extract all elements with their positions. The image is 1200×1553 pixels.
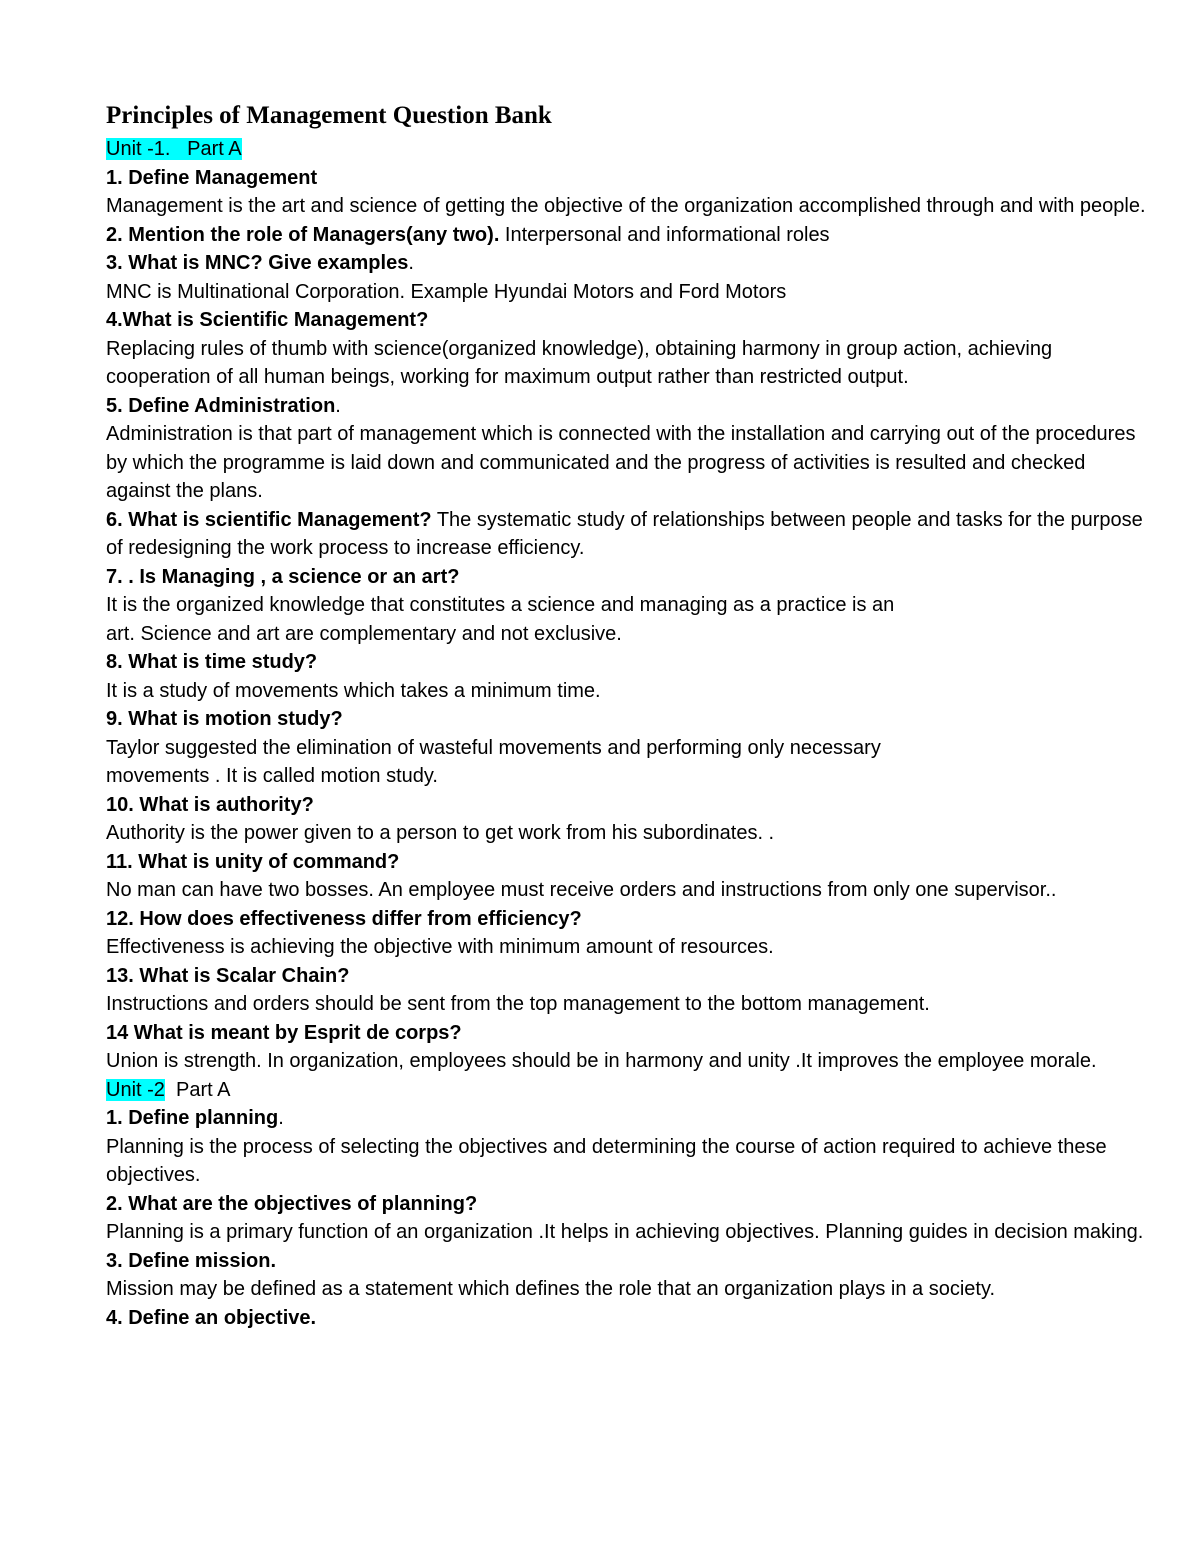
question-text: 12. How does effectiveness differ from efficiency? bbox=[106, 907, 582, 930]
list-item bbox=[106, 962, 1146, 991]
question-text: 6. What is scientific Management? bbox=[106, 508, 432, 531]
question-text: 3. What is MNC? Give examples bbox=[106, 252, 409, 274]
list-item bbox=[106, 905, 1146, 934]
list-item bbox=[106, 620, 1146, 649]
list-item bbox=[106, 1047, 1146, 1076]
question-text: 14 What is meant by Esprit de corps? bbox=[106, 1021, 462, 1044]
answer-text: Planning is a primary function of an organization .It helps in achieving objectives. Planning guides in decision making. bbox=[106, 1221, 1144, 1243]
answer-text: Mission may be defined as a statement which defines the role that an organization plays in a society. bbox=[106, 1278, 996, 1300]
answer-text: Taylor suggested the elimination of wasteful movements and performing only necessary bbox=[106, 736, 881, 759]
list-item bbox=[106, 648, 1146, 677]
answer-text: Planning is the process of selecting the objectives and determining the course of action required to achieve these objectives. bbox=[106, 1135, 1107, 1186]
unit-1-questions bbox=[106, 164, 1146, 1076]
answer-text: . bbox=[278, 1107, 284, 1129]
answer-text: Instructions and orders should be sent from the top management to the bottom management. bbox=[106, 993, 930, 1015]
unit-2-part-label: Part A bbox=[164, 1078, 231, 1101]
list-item bbox=[106, 848, 1146, 877]
answer-text: . bbox=[335, 394, 341, 417]
list-item bbox=[106, 876, 1146, 905]
list-item bbox=[106, 249, 1146, 278]
document-title: Principles of Management Question Bank bbox=[106, 102, 552, 129]
unit-2-label: Unit -2 bbox=[106, 1078, 165, 1101]
list-item bbox=[106, 1275, 1146, 1304]
answer-text: . bbox=[408, 252, 414, 274]
list-item bbox=[106, 1133, 1146, 1190]
question-text: 4. Define an objective. bbox=[106, 1306, 317, 1329]
list-item bbox=[106, 1304, 1146, 1333]
question-text: 9. What is motion study? bbox=[106, 708, 343, 730]
question-text: 10. What is authority? bbox=[106, 793, 314, 816]
question-text: 8. What is time study? bbox=[106, 651, 318, 673]
answer-text: movements . It is called motion study. bbox=[106, 765, 438, 787]
list-item bbox=[106, 734, 1146, 763]
list-item bbox=[106, 705, 1146, 734]
answer-text: art. Science and art are complementary and not exclusive. bbox=[106, 622, 622, 645]
question-text: 1. Define Management bbox=[106, 166, 318, 189]
list-item bbox=[106, 392, 1146, 421]
document-body bbox=[106, 99, 1146, 1332]
list-item bbox=[106, 933, 1146, 962]
answer-text: It is a study of movements which takes a minimum time. bbox=[106, 679, 601, 702]
list-item bbox=[106, 819, 1146, 848]
unit-2-questions bbox=[106, 1104, 1146, 1332]
list-item bbox=[106, 335, 1146, 392]
list-item bbox=[106, 306, 1146, 335]
list-item bbox=[106, 1019, 1146, 1048]
answer-text: Replacing rules of thumb with science(organized knowledge), obtaining harmony in group action, achieving cooperation of all human beings, working for maximum output rather than restricted output. bbox=[106, 337, 1053, 388]
list-item bbox=[106, 164, 1146, 193]
question-text: 1. Define planning bbox=[106, 1107, 279, 1129]
answer-text: Management is the art and science of getting the objective of the organization accomplished through and with people. bbox=[106, 195, 1146, 217]
answer-text: Authority is the power given to a person to get work from his subordinates. . bbox=[106, 822, 775, 844]
answer-text: Effectiveness is achieving the objective with minimum amount of resources. bbox=[106, 936, 774, 958]
list-item bbox=[106, 990, 1146, 1019]
answer-text: Administration is that part of management which is connected with the installation and carrying out of the procedures by which the programme is laid down and communicated and the progress of activities is resulted and checked against the plans. bbox=[106, 423, 1136, 502]
answer-text: It is the organized knowledge that constitutes a science and managing as a practice is an bbox=[106, 594, 895, 616]
unit-1-heading bbox=[106, 135, 1146, 164]
unit-1-label: Unit -1. Part A bbox=[106, 138, 242, 160]
list-item bbox=[106, 563, 1146, 592]
question-text: 4.What is Scientific Management? bbox=[106, 309, 429, 331]
list-item bbox=[106, 1247, 1146, 1276]
list-item bbox=[106, 591, 1146, 620]
question-text: 11. What is unity of command? bbox=[106, 850, 400, 873]
list-item bbox=[106, 1218, 1146, 1247]
list-item bbox=[106, 1190, 1146, 1219]
answer-text: MNC is Multinational Corporation. Example Hyundai Motors and Ford Motors bbox=[106, 280, 787, 303]
answer-text: Interpersonal and informational roles bbox=[499, 223, 830, 246]
list-item bbox=[106, 762, 1146, 791]
question-text: 2. What are the objectives of planning? bbox=[106, 1192, 478, 1215]
list-item bbox=[106, 677, 1146, 706]
question-text: 7. . Is Managing , a science or an art? bbox=[106, 565, 460, 588]
list-item bbox=[106, 506, 1146, 563]
answer-text: Union is strength. In organization, employees should be in harmony and unity .It improves the employee morale. bbox=[106, 1050, 1097, 1072]
answer-text: No man can have two bosses. An employee must receive orders and instructions from only one supervisor.. bbox=[106, 879, 1057, 901]
list-item bbox=[106, 1104, 1146, 1133]
list-item bbox=[106, 192, 1146, 221]
question-text: 5. Define Administration bbox=[106, 394, 336, 417]
question-text: 2. Mention the role of Managers(any two). bbox=[106, 223, 500, 246]
unit-2-heading bbox=[106, 1076, 1146, 1105]
question-text: 13. What is Scalar Chain? bbox=[106, 964, 350, 987]
list-item bbox=[106, 791, 1146, 820]
list-item bbox=[106, 420, 1146, 506]
list-item bbox=[106, 278, 1146, 307]
question-text: 3. Define mission. bbox=[106, 1249, 277, 1272]
list-item bbox=[106, 221, 1146, 250]
answer-text: The systematic study of relationships between people and tasks for the purpose of redesigning the work process to increase efficiency. bbox=[106, 508, 1143, 559]
